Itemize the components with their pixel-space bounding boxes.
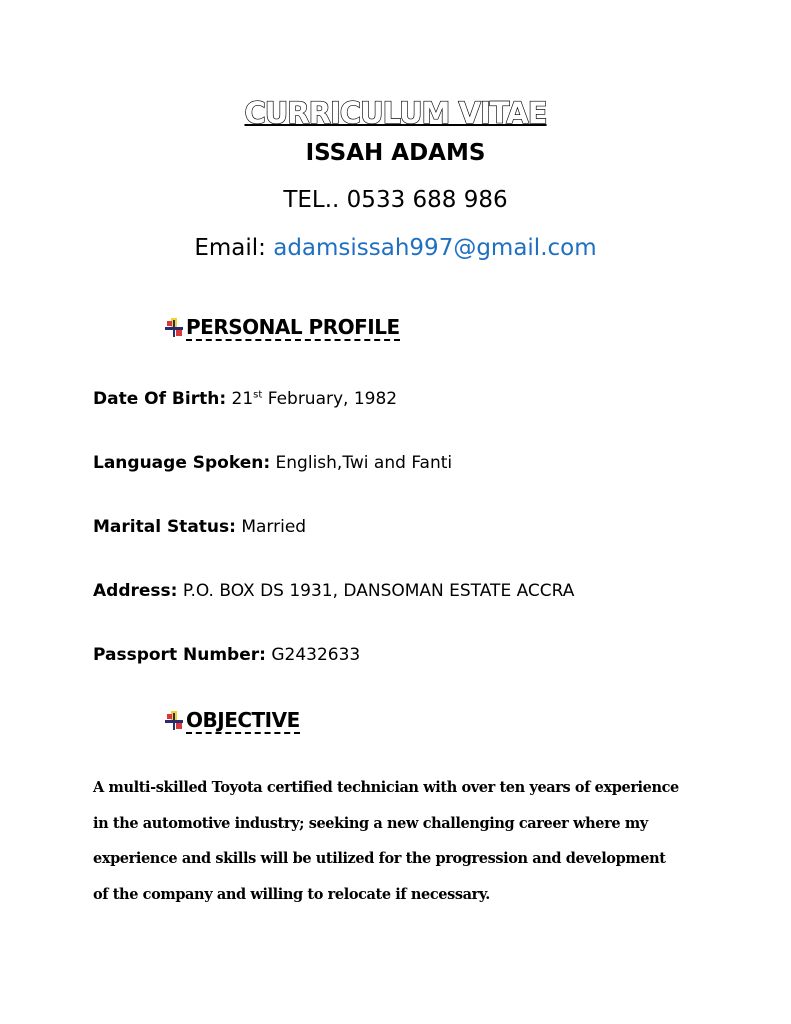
quadrant-bullet-icon: [164, 317, 184, 339]
field-language-spoken: [93, 453, 452, 473]
objective-line: of the company and willing to relocate if necessary.: [93, 885, 490, 903]
field-label: Passport Number:: [93, 645, 266, 665]
objective-line: experience and skills will be utilized for the progression and development: [93, 850, 666, 867]
field-marital-status: [93, 517, 306, 537]
section-heading-personal-profile: [164, 314, 400, 342]
email-label: Email:: [194, 235, 274, 261]
quadrant-bullet-icon: [164, 710, 184, 732]
objective-line: in the automotive industry; seeking a new challenging career where my: [93, 814, 648, 832]
document-title: CURRICULUM VITAE: [244, 96, 547, 130]
field-passport-number: [93, 645, 360, 665]
field-value: G2432633: [265, 645, 361, 665]
field-label: Marital Status:: [93, 517, 236, 537]
email-line: [0, 235, 791, 261]
field-value-rest: February, 1982: [262, 389, 398, 409]
email-link[interactable]: adamsissah997@gmail.com: [273, 235, 597, 261]
section-heading-text: OBJECTIVE: [186, 708, 300, 732]
field-value-day: 21: [226, 389, 254, 409]
section-heading-text: PERSONAL PROFILE: [186, 315, 400, 339]
field-date-of-birth: [93, 389, 397, 409]
telephone-line: TEL.. 0533 688 986: [283, 187, 508, 213]
field-value: Married: [235, 517, 307, 537]
objective-line: A multi-skilled Toyota certified technician with over ten years of experience: [93, 779, 679, 796]
section-heading-objective: [164, 707, 300, 735]
field-address: [93, 581, 574, 601]
field-value: English,Twi and Fanti: [270, 453, 453, 473]
field-label: Date Of Birth:: [93, 389, 227, 409]
applicant-name: ISSAH ADAMS: [305, 140, 486, 166]
field-label: Address:: [93, 581, 178, 601]
objective-paragraph: [93, 776, 733, 918]
field-label: Language Spoken:: [93, 453, 271, 473]
ordinal-suffix: st: [253, 389, 263, 401]
field-value: P.O. BOX DS 1931, DANSOMAN ESTATE ACCRA: [177, 581, 575, 601]
